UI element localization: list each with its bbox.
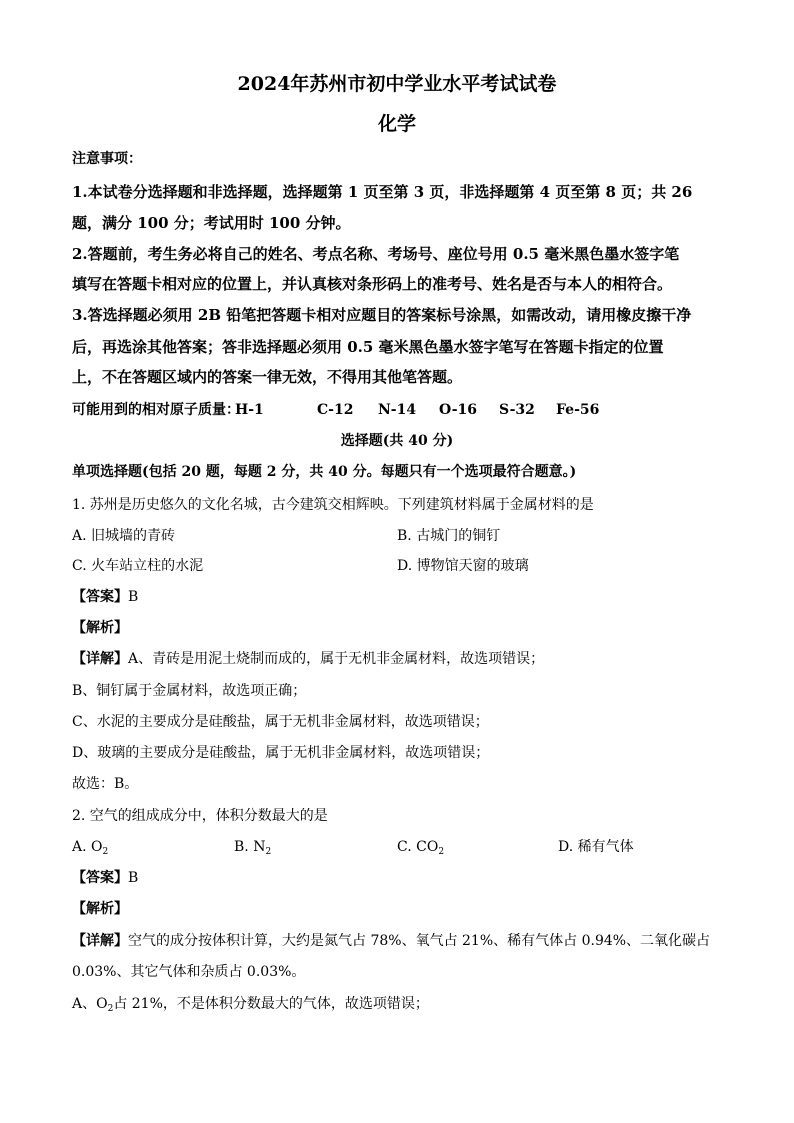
q2-answer-tag: 【答案】 [72,870,128,886]
atomic-mass-n: N-14 [378,402,417,418]
q2-stem: 2. 空气的组成成分中，体积分数最大的是 [72,808,328,824]
notes-heading: 注意事项： [72,151,142,167]
q2-answer-row [72,869,138,887]
q1-detail-row [72,650,544,668]
notes-line-2: 题，满分 100 分；考试用时 100 分钟。 [72,214,351,232]
atomic-mass-c: C-12 [317,402,354,418]
q1-detail-2: B、铜钉属于金属材料，故选项正确； [72,683,307,699]
section-instruction: 单项选择题(包括 20 题，每题 2 分，共 40 分。每题只有一个选项最符合题意。) [72,464,577,480]
q1-option-b: B. 古城门的铜钉 [397,528,501,544]
q2-detail-row [72,932,710,950]
q2-option-d: D. 稀有气体 [558,839,634,855]
q2-option-a: A. $O_2$ [72,839,109,857]
notes-line-5: 3.答选择题必须用 2B 铅笔把答题卡相对应题目的答案标号涂黑，如需改动，请用橡皮擦干净 [72,306,692,324]
atomic-mass-s: S-32 [499,402,535,418]
q1-answer-row [72,588,138,606]
q2-option-c: C. $CO_2$ [397,839,445,857]
q1-option-a: A. 旧城墙的青砖 [72,528,176,544]
q1-stem: 1. 苏州是历史悠久的文化名城，古今建筑交相辉映。下列建筑材料属于金属材料的是 [72,497,594,513]
notes-line-6: 后，再选涂其他答案；答非选择题必须用 0.5 毫米黑色墨水签字笔写在答题卡指定的位置 [72,338,664,356]
notes-line-3: 2.答题前，考生务必将自己的姓名、考点名称、考场号、座位号用 0.5 毫米黑色墨水签字笔 [72,245,680,263]
q1-answer-tag: 【答案】 [72,589,128,605]
atomic-mass-o: O-16 [439,402,478,418]
q2-detail-1: 空气的成分按体积计算，大约是氮气占 78%、氧气占 21%、稀有气体占 0.94%、二氧化碳占 [128,933,711,949]
notes-line-1: 1.本试卷分选择题和非选择题，选择题第 1 页至第 3 页，非选择题第 4 页至第 8 页；共 26 [72,183,693,201]
q1-analysis-tag: 【解析】 [72,620,128,636]
section-title: 选择题(共 40 分) [340,433,454,449]
q1-detail-1: A、青砖是用泥土烧制而成的，属于无机非金属材料，故选项错误； [128,651,545,667]
q1-answer: B [128,589,139,605]
atomic-mass-fe: Fe-56 [556,402,600,418]
exam-title: 2024年苏州市初中学业水平考试试卷 [237,73,557,95]
q2-answer: B [128,870,139,886]
q2-detail-tag: 【详解】 [72,933,128,949]
q1-option-d: D. 博物馆天窗的玻璃 [397,558,529,574]
notes-line-4: 填写在答题卡相对应的位置上，并认真核对条形码上的准考号、姓名是否与本人的相符合。 [72,275,673,293]
q1-option-c: C. 火车站立柱的水泥 [72,558,204,574]
q1-detail-5: 故选：B。 [72,776,139,792]
q2-analysis-tag: 【解析】 [72,901,128,917]
atomic-mass-label: 可能用到的相对原子质量： [72,402,240,418]
q2-detail-2: 0.03%、其它气体和杂质占 0.03%。 [72,964,306,980]
q2-option-b: B. $N_2$ [234,839,272,857]
q2-detail-3: A、$O_2$占 21%，不是体积分数最大的气体，故选项错误； [72,996,429,1014]
q1-detail-4: D、玻璃的主要成分是硅酸盐，属于无机非金属材料，故选项错误； [72,745,490,761]
notes-line-7: 上，不在答题区域内的答案一律无效，不得用其他笔答题。 [72,368,463,386]
q1-detail-3: C、水泥的主要成分是硅酸盐，属于无机非金属材料，故选项错误； [72,714,489,730]
q1-detail-tag: 【详解】 [72,651,128,667]
subject-title: 化学 [377,113,416,135]
atomic-mass-h: H-1 [235,402,264,418]
